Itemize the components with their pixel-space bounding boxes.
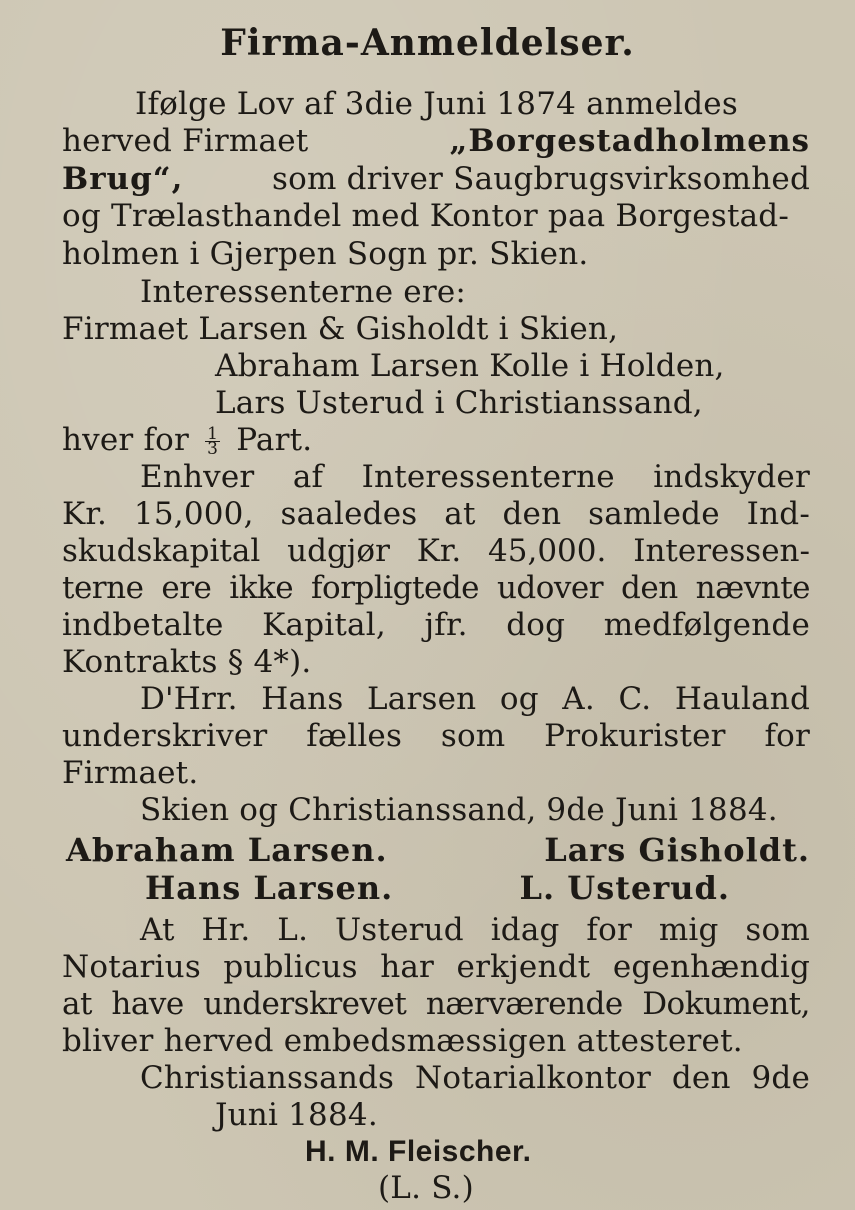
text-line: Kontrakts § 4*). bbox=[62, 644, 312, 680]
text-line: Firmaet. bbox=[62, 755, 199, 791]
fraction-denominator: 3 bbox=[207, 439, 219, 459]
text-line: Kr. 15,000, saaledes at den samlede Ind- bbox=[62, 496, 810, 532]
signature-line bbox=[145, 870, 730, 906]
text-line: At Hr. L. Usterud idag for mig som bbox=[140, 912, 810, 948]
text-line: Abraham Larsen Kolle i Holden, bbox=[215, 348, 725, 384]
text-line: Notarius publicus har erkjendt egenhændig bbox=[62, 949, 810, 985]
text-line: underskriver fælles som Prokurister for bbox=[62, 718, 810, 754]
signature: Lars Gisholdt. bbox=[544, 831, 810, 869]
date-line: Skien og Christianssand, 9de Juni 1884. bbox=[140, 792, 778, 828]
fraction-numerator: 1 bbox=[207, 424, 219, 444]
text-line: Interessenterne ere: bbox=[140, 274, 467, 310]
notary-name: H. M. Fleischer. bbox=[305, 1135, 532, 1168]
firm-name: „Borgestadholmens bbox=[449, 123, 810, 159]
text-line: skudskapital udgjør Kr. 45,000. Interessen- bbox=[62, 533, 810, 569]
firm-name: Brug“, bbox=[62, 161, 184, 197]
text-line: Enhver af Interessenterne indskyder bbox=[140, 459, 810, 495]
text-line: holmen i Gjerpen Sogn pr. Skien. bbox=[62, 236, 589, 272]
text-line: Juni 1884. bbox=[215, 1097, 378, 1133]
text-line: D'Hrr. Hans Larsen og A. C. Hauland bbox=[140, 681, 810, 717]
text-line bbox=[62, 422, 312, 458]
text-line: terne ere ikke forpligtede udover den nævnte bbox=[62, 570, 810, 606]
text-line: Christianssands Notarialkontor den 9de bbox=[140, 1060, 810, 1096]
text-line bbox=[62, 123, 810, 159]
signature: Hans Larsen. bbox=[145, 869, 394, 907]
text: som driver Saugbrugsvirksomhed bbox=[272, 161, 810, 197]
text: herved Firmaet bbox=[62, 123, 309, 159]
signature-line bbox=[66, 832, 810, 868]
text-line: indbetalte Kapital, jfr. dog medfølgende bbox=[62, 607, 810, 643]
text: Part. bbox=[236, 422, 313, 458]
signature: Abraham Larsen. bbox=[66, 831, 388, 869]
text-line bbox=[135, 86, 810, 122]
text-line: Lars Usterud i Christianssand, bbox=[215, 385, 703, 421]
text: Ifølge Lov af 3die Juni 1874 anmeldes bbox=[135, 86, 738, 122]
text-line: og Trælasthandel med Kontor paa Borgestad- bbox=[62, 198, 790, 234]
signature: L. Usterud. bbox=[519, 869, 730, 907]
seal-mark: (L. S.) bbox=[378, 1170, 474, 1206]
text-line: bliver herved embedsmæssigen attesteret. bbox=[62, 1023, 743, 1059]
text-line: at have underskrevet nærværende Dokument, bbox=[62, 986, 810, 1022]
text-line: Firmaet Larsen & Gisholdt i Skien, bbox=[62, 311, 619, 347]
text-line bbox=[62, 161, 810, 197]
page-title: Firma-Anmeldelser. bbox=[220, 22, 635, 64]
text: hver for bbox=[62, 422, 190, 458]
fraction bbox=[205, 424, 220, 459]
